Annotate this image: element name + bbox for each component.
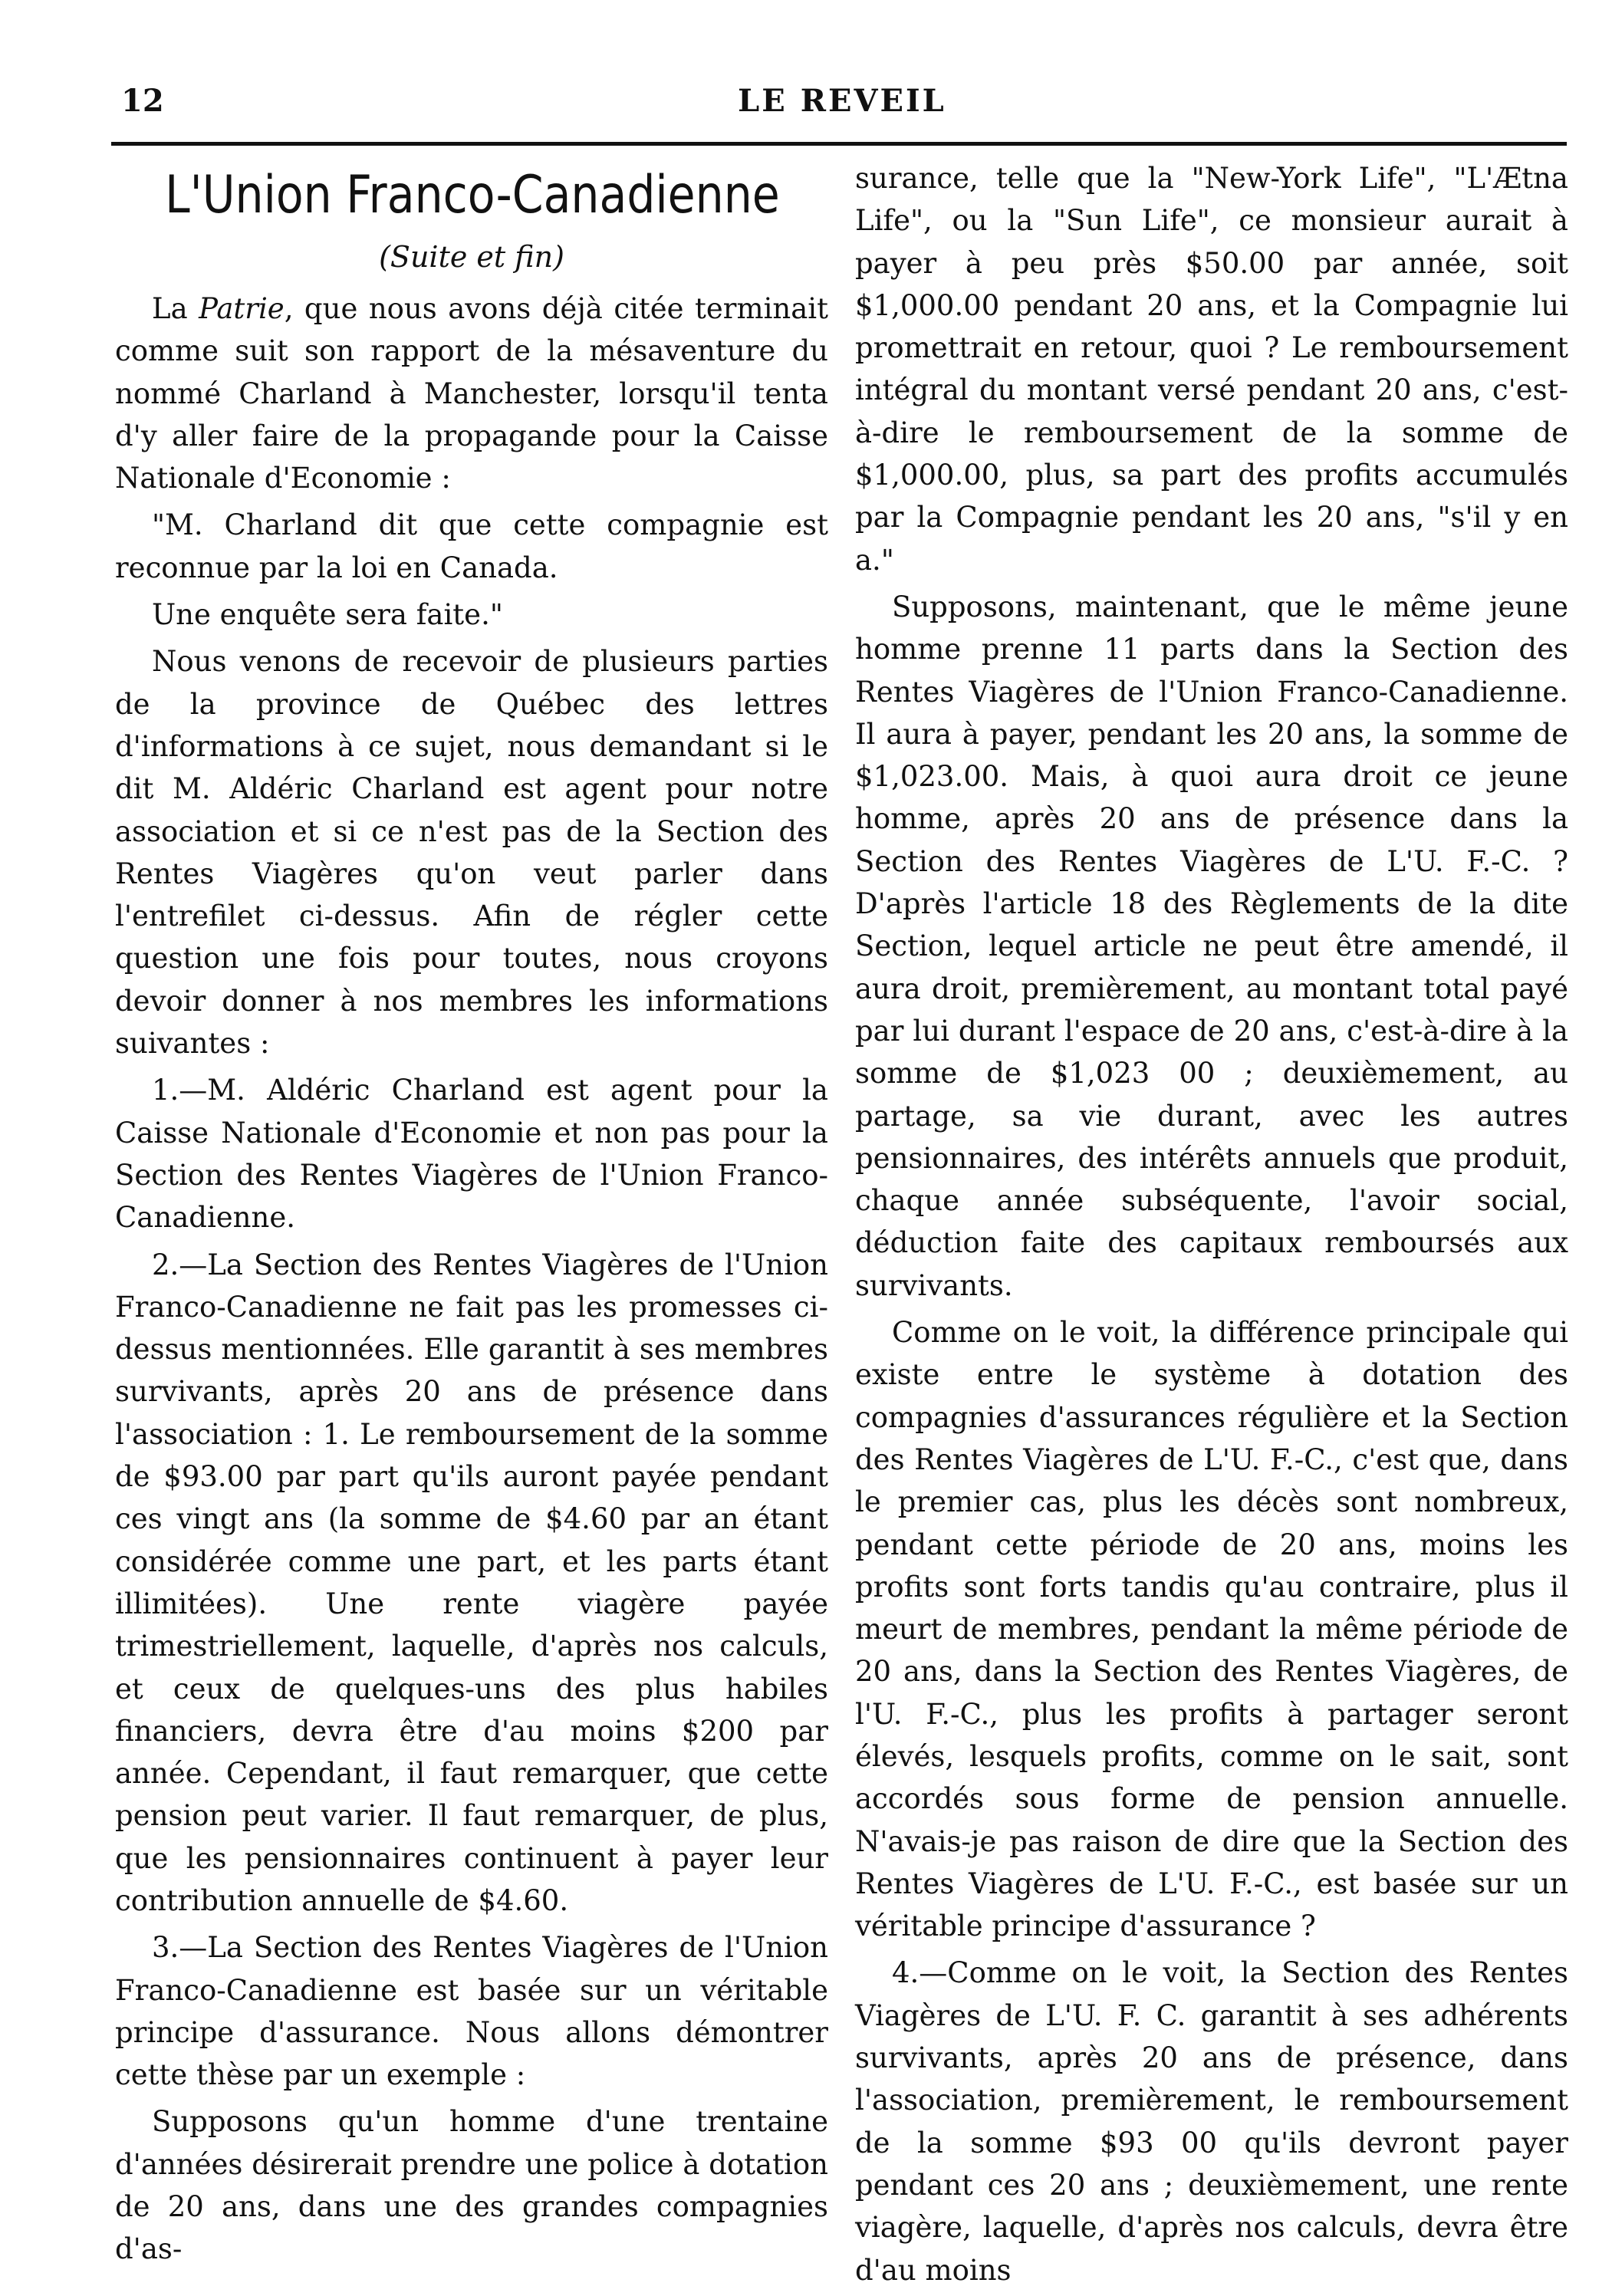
right-column [855, 157, 1568, 2296]
point-3: 3.—La Section des Rentes Viagères de l'Union Franco-Canadienne est basée sur un véritable principe d'assurance. Nous allons démontrer cette thèse par un exemple : [115, 1931, 828, 2092]
left-column [115, 157, 828, 2275]
intro-emphasis: Patrie [199, 292, 285, 325]
paragraph-2: Supposons qu'un homme d'une trentaine d'années désirerait prendre une police à dotation de 20 ans, dans une des grandes compagnies d'as- [115, 2105, 828, 2266]
publication-title: LE REVEIL [738, 83, 946, 119]
intro-paragraph [115, 288, 828, 499]
intro-before: La [152, 292, 199, 325]
point-2: 2.—La Section des Rentes Viagères de l'Union Franco-Canadienne ne fait pas les promesses ci-dessus mentionnées. Elle garantit à ses membres survivants, après 20 ans de présence dans l'association : 1. Le remboursement de la somme de $93.00 par part qu'ils auront payée pendant ces vingt ans (la somme de $4.60 par an étant considérée comme une part, et les parts étant illimitées). Une rente viagère payée trimestriellement, laquelle, d'après nos calculs, et ceux de quelques-uns des plus habiles financiers, devra être d'au moins $200 par année. Cependant, il faut remarquer, que cette pension peut varier. Il faut remarquer, de plus, que les pensionnaires continuent à payer leur contribution annuelle de $4.60. [115, 1248, 828, 1917]
paragraph-1: Nous venons de recevoir de plusieurs parties de la province de Québec des lettres d'informations à ce sujet, nous demandant si le dit M. Aldéric Charland est agent pour notre association et si ce n'est pas de la Section des Rentes Viagères qu'on veut parler dans l'entrefilet ci-dessus. Afin de régler cette question une fois pour toutes, nous croyons devoir donner à nos membres les informations suivantes : [115, 645, 828, 1061]
right-paragraph-1: surance, telle que la "New-York Life", "L'Ætna Life", ou la "Sun Life", ce monsieur aurait à payer à peu près $50.00 par année, soit $1,000.00 pendant 20 ans, et la Compagnie lui promettrait en retour, quoi ? Le remboursement intégral du montant versé pendant 20 ans, c'est-à-dire le remboursement de la somme de $1,000.00, plus, sa part des profits accumulés par la Compagnie pendant les 20 ans, "s'il y en a." [855, 162, 1568, 577]
header-rule [111, 142, 1567, 146]
intro-after: , que nous avons déjà citée terminait comme suit son rapport de la mésaventure du nommé Charland à Manchester, lorsqu'il tenta d'y aller faire de la propagande pour la Caisse Nationale d'Economie : [115, 292, 828, 495]
right-paragraph-2: Supposons, maintenant, que le même jeune homme prenne 11 parts dans la Section des Rentes Viagères de l'Union Franco-Canadienne. Il aura à payer, pendant les 20 ans, la somme de $1,023.00. Mais, à quoi aura droit ce jeune homme, après 20 ans de présence dans la Section des Rentes Viagères de L'U. F.-C. ? D'après l'article 18 des Règlements de la dite Section, lequel article ne peut être amendé, il aura droit, premièrement, au montant total payé par lui durant l'espace de 20 ans, c'est-à-dire à la somme de $1,023 00 ; deuxièmement, au partage, sa vie durant, avec les autres pensionnaires, des intérêts annuels que produit, chaque année subséquente, l'avoir social, déduction faite des capitaux remboursés aux survivants. [855, 590, 1568, 1302]
right-paragraph-4: 4.—Comme on le voit, la Section des Rentes Viagères de L'U. F. C. garantit à ses adhérents survivants, après 20 ans de présence, dans l'association, premièrement, le remboursement de la somme $93 00 qu'ils devront payer pendant ces 20 ans ; deuxièmement, une rente viagère, laquelle, d'après nos calculs, devra être d'au moins [855, 1956, 1568, 2287]
page-number: 12 [121, 83, 164, 119]
quote-line-2: Une enquête sera faite." [152, 598, 503, 632]
quote-line-1: "M. Charland dit que cette compagnie est reconnue par la loi en Canada. [115, 508, 828, 584]
point-1: 1.—M. Aldéric Charland est agent pour la Caisse Nationale d'Economie et non pas pour la Section des Rentes Viagères de l'Union Franco-Canadienne. [115, 1074, 828, 1235]
page-header [113, 77, 1571, 123]
article-title: L'Union Franco-Canadienne [165, 165, 780, 225]
article-subtitle: (Suite et fin) [379, 240, 564, 274]
right-paragraph-3: Comme on le voit, la différence principale qui existe entre le système à dotation des compagnies d'assurances régulière et la Section des Rentes Viagères de L'U. F.-C., c'est que, dans le premier cas, plus les décès sont nombreux, pendant cette période de 20 ans, moins les profits sont forts tandis qu'au contraire, plus il meurt de membres, pendant la même période de 20 ans, dans la Section des Rentes Viagères, de l'U. F.-C., plus les profits à partager seront élevés, lesquels profits, comme on le sait, sont accordés sous forme de pension annuelle. N'avais-je pas raison de dire que la Section des Rentes Viagères de L'U. F.-C., est basée sur un véritable principe d'assurance ? [855, 1316, 1568, 1943]
